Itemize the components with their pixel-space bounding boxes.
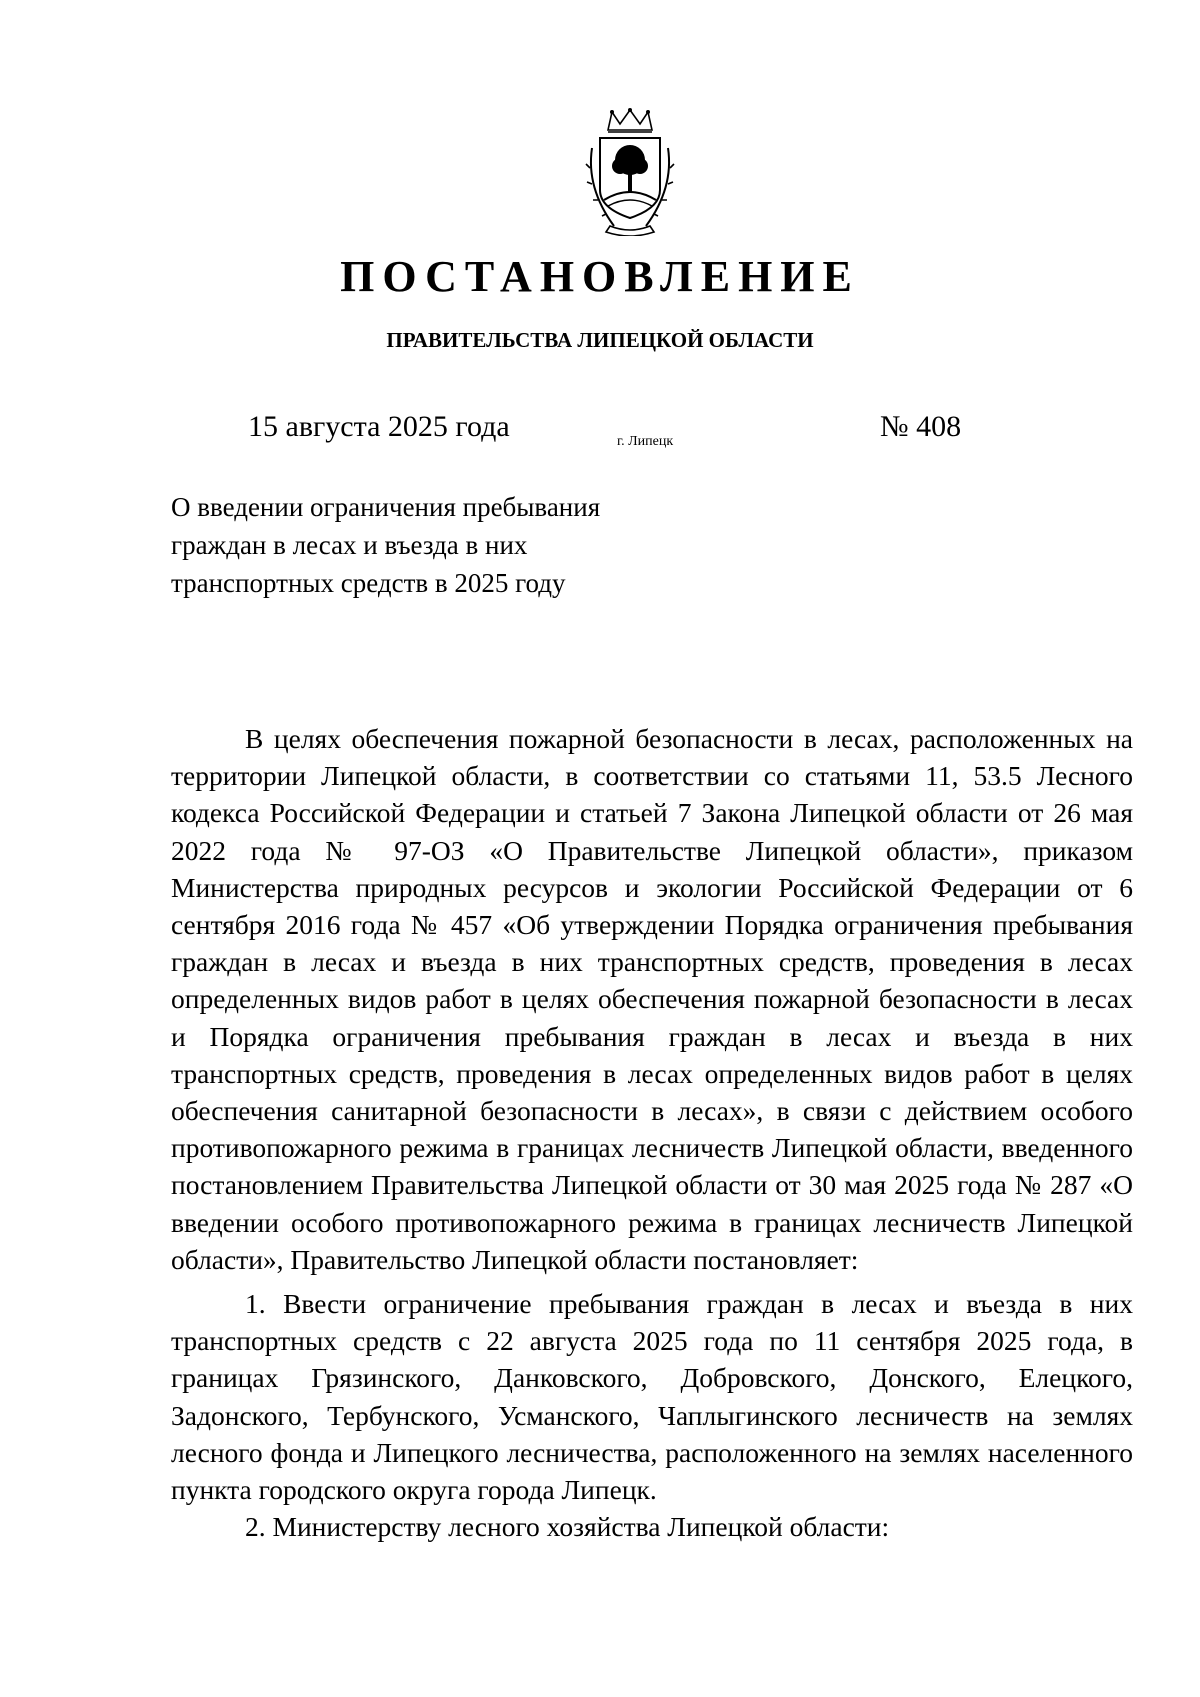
subject-line: транспортных средств в 2025 году (171, 568, 566, 598)
coat-of-arms-icon (584, 108, 676, 236)
subject-line: граждан в лесах и въезда в них (171, 530, 528, 560)
document-date: 15 августа 2025 года (248, 410, 510, 443)
clause-2-paragraph: 2. Министерству лесного хозяйства Липецкой области: (245, 1511, 890, 1543)
subject-line: О введении ограничения пребывания (171, 492, 601, 522)
clause-1-paragraph: 1. Ввести ограничение пребывания граждан в лесах и въезда в них транспортных средств с 22 августа 2025 года по 11 сентября 2025 года, в границах Грязинского, Данковского, Добровского, Донского, Елецкого, Задонского, Тербунского, Усманского, Чаплыгинского лесничеств на землях лесного фонда и Липецкого лесничества, расположенного на землях населенного пункта городского округа города Липецк. (171, 1288, 1133, 1506)
document-number: № 408 (880, 410, 962, 443)
document-title: ПОСТАНОВЛЕНИЕ (340, 252, 860, 301)
document-issuer: ПРАВИТЕЛЬСТВА ЛИПЕЦКОЙ ОБЛАСТИ (386, 328, 814, 352)
document-subject (171, 488, 691, 602)
preamble-paragraph: В целях обеспечения пожарной безопасности в лесах, расположенных на территории Липецкой области, в соответствии со статьями 11, 53.5 Лесного кодекса Российской Федерации и статьей 7 Закона Липецкой области от 26 мая 2022 года № 97-ОЗ «О Правительстве Липецкой области», приказом Министерства природных ресурсов и экологии Российской Федерации от 6 сентября 2016 года № 457 «Об утверждении Порядка ограничения пребывания граждан в лесах и въезда в них транспортных средств, проведения в лесах определенных видов работ в целях обеспечения пожарной безопасности в лесах и Порядка ограничения пребывания граждан в лесах и въезда в них транспортных средств, проведения в лесах определенных видов работ в целях обеспечения санитарной безопасности в лесах», в связи с действием особого противопожарного режима в границах лесничеств Липецкой области, введенного постановлением Правительства Липецкой области от 30 мая 2025 года № 287 «О введении особого противопожарного режима в границах лесничеств Липецкой области», Правительство Липецкой области постановляет: (171, 723, 1133, 1275)
document-city: г. Липецк (617, 434, 674, 449)
document-body (171, 720, 1133, 1545)
